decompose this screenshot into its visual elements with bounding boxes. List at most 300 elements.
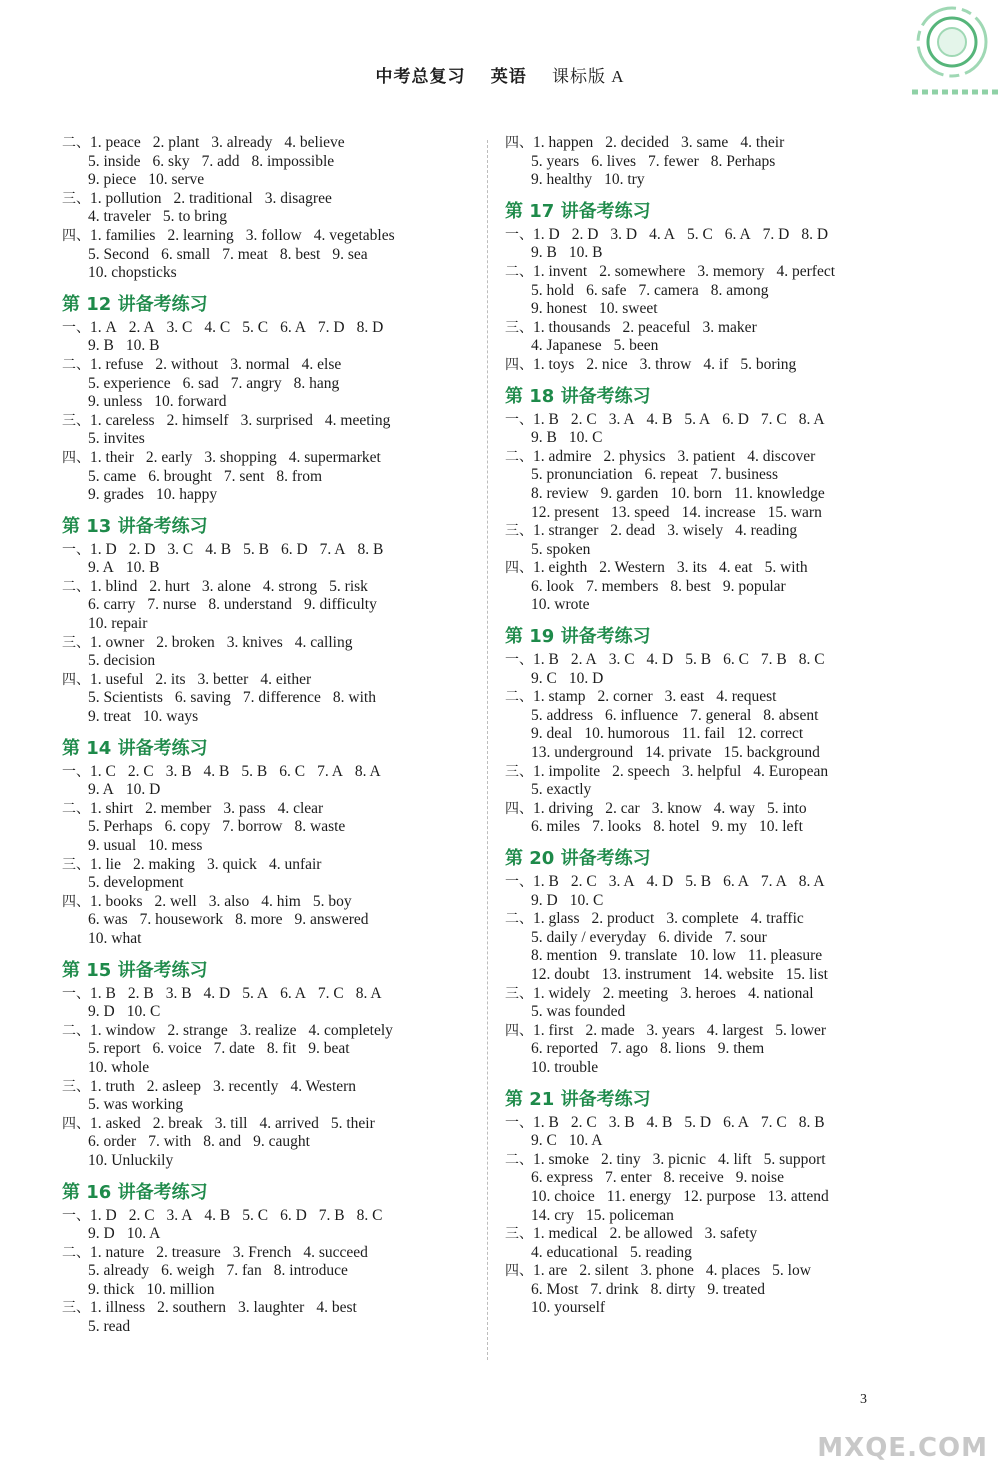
answer-row	[62, 468, 492, 487]
answer-row	[505, 670, 935, 689]
answer-item: 4. unfair	[268, 855, 322, 873]
answer-item: 3. realize	[239, 1021, 297, 1039]
answer-item: 11. knowledge	[734, 484, 825, 502]
answer-item: 2. D	[571, 225, 599, 243]
answer-item: 6. A	[280, 318, 306, 336]
answer-item: 15. warn	[767, 503, 822, 521]
answer-item: 5. C	[686, 225, 713, 243]
answer-item: 1. first	[533, 1021, 574, 1039]
answer-row	[505, 282, 935, 301]
answer-row	[62, 1059, 492, 1078]
answer-item: 10. yourself	[531, 1299, 606, 1317]
part-label: 三、	[62, 412, 90, 429]
answer-row	[62, 264, 492, 283]
answer-item: 5. B	[685, 873, 712, 890]
answer-item: 7. members	[586, 577, 659, 595]
answer-item: 1. refuse	[90, 355, 144, 373]
answer-item: 3. till	[214, 1114, 248, 1132]
answer-item: 1. D	[533, 225, 560, 243]
answer-row	[62, 837, 492, 856]
answer-row	[505, 596, 935, 615]
answer-row	[62, 153, 492, 172]
answer-row	[505, 744, 935, 763]
answer-item: 6. A	[724, 225, 751, 243]
part-label: 二、	[62, 135, 90, 151]
answer-item: 2. tiny	[600, 1150, 641, 1168]
answer-item: 10. repair	[88, 615, 148, 633]
answer-item: 2. A	[570, 651, 597, 669]
answer-item: 7. D	[317, 318, 345, 336]
answer-item: 2. learning	[167, 226, 234, 244]
answer-row	[62, 781, 492, 800]
answer-item: 10. low	[689, 947, 736, 965]
answer-item: 4. places	[705, 1262, 761, 1280]
answer-row	[505, 1299, 935, 1318]
answer-item: 5. was founded	[531, 1003, 626, 1021]
answer-item: 9. B	[88, 337, 114, 355]
answer-item: 4. else	[301, 355, 342, 373]
answer-item: 3. complete	[666, 910, 739, 928]
answer-item: 8. introduce	[273, 1262, 348, 1280]
answer-item: 8. D	[356, 318, 384, 336]
answer-item: 6. Most	[531, 1280, 579, 1298]
answer-item: 5. spoken	[531, 540, 591, 558]
answer-row	[505, 337, 935, 356]
answer-item: 5. risk	[329, 577, 368, 595]
right-column	[505, 134, 935, 1318]
answer-row	[505, 781, 935, 800]
answer-item: 1. driving	[533, 799, 594, 817]
answer-item: 9. popular	[722, 577, 786, 595]
answer-item: 2. car	[605, 799, 640, 817]
answer-item: 4. lift	[717, 1150, 752, 1168]
answer-row	[505, 244, 935, 263]
answer-item: 7. fewer	[647, 152, 699, 170]
answer-item: 1. nature	[90, 1243, 145, 1261]
answer-item: 1. happen	[533, 134, 594, 151]
answer-item: 8. Perhaps	[710, 152, 776, 170]
answer-row	[62, 893, 492, 912]
answer-item: 4. educational	[531, 1243, 618, 1261]
answer-item: 2. C	[570, 873, 597, 890]
part-label: 一、	[505, 874, 533, 890]
answer-item: 7. A	[760, 873, 787, 890]
answer-item: 3. alone	[201, 577, 251, 595]
answer-row	[62, 1078, 492, 1097]
section-title: 第 13 讲备考练习	[62, 515, 208, 537]
answer-item: 2. B	[127, 984, 154, 1002]
answer-item: 3. patient	[677, 447, 736, 465]
answer-item: 5. development	[88, 874, 184, 892]
answer-row	[62, 1115, 492, 1134]
answer-item: 5. A	[242, 984, 269, 1002]
answer-item: 5. was working	[88, 1096, 184, 1114]
answer-item: 9. them	[717, 1040, 765, 1058]
part-label: 四、	[62, 227, 90, 244]
answer-item: 8. among	[710, 281, 769, 299]
answer-item: 9. difficulty	[303, 596, 377, 614]
answer-item: 1. their	[90, 448, 134, 466]
answer-item: 7. C	[317, 984, 344, 1002]
answer-item: 10. million	[146, 1280, 215, 1298]
answer-item: 14. increase	[681, 503, 756, 521]
answer-item: 5. address	[531, 706, 593, 724]
answer-item: 10. humorous	[584, 725, 670, 743]
answer-item: 9. treat	[88, 708, 132, 726]
answer-row	[62, 578, 492, 597]
answer-item: 3. C	[167, 540, 194, 558]
part-label: 四、	[505, 135, 533, 151]
answer-item: 14. private	[645, 744, 712, 762]
answer-row	[505, 559, 935, 578]
answer-item: 5. C	[242, 1206, 269, 1224]
answer-row	[62, 375, 492, 394]
answer-item: 5. Perhaps	[88, 818, 153, 836]
answer-item: 3. also	[208, 892, 250, 910]
answer-item: 3. already	[211, 134, 273, 151]
answer-item: 5. exactly	[531, 781, 592, 799]
answer-item: 5. C	[242, 318, 269, 336]
answer-item: 3. C	[166, 318, 193, 336]
answer-row	[505, 1262, 935, 1281]
answer-row	[505, 707, 935, 726]
answer-item: 7. C	[760, 410, 787, 428]
answer-item: 2. silent	[579, 1262, 629, 1280]
part-label: 三、	[505, 763, 533, 780]
answer-item: 2. be allowed	[609, 1225, 693, 1243]
answer-item: 2. its	[155, 670, 186, 688]
answer-row	[62, 1003, 492, 1022]
answer-item: 1. B	[533, 651, 559, 669]
answer-item: 5. support	[763, 1150, 826, 1168]
answer-item: 1. blind	[90, 577, 138, 595]
part-label: 一、	[62, 985, 90, 1002]
answer-item: 15. list	[785, 965, 828, 983]
answer-item: 2. made	[585, 1021, 635, 1039]
answer-item: 10. serve	[148, 171, 205, 189]
answer-item: 2. Western	[599, 559, 665, 577]
answer-item: 9. beat	[308, 1040, 350, 1058]
answer-item: 8. absent	[763, 706, 819, 724]
answer-item: 9. honest	[531, 300, 587, 318]
answer-item: 4. Japanese	[531, 337, 602, 355]
answer-row	[505, 541, 935, 560]
answer-item: 8. and	[203, 1133, 242, 1151]
part-label: 一、	[62, 541, 90, 558]
answer-item: 2. decided	[605, 134, 669, 151]
answer-row	[505, 892, 935, 911]
answer-item: 8. waste	[294, 818, 346, 836]
answer-item: 2. traditional	[173, 189, 253, 207]
answer-item: 13. underground	[531, 744, 634, 762]
answer-item: 3. better	[197, 670, 249, 688]
answer-item: 10. C	[126, 1003, 161, 1021]
answer-item: 1. D	[90, 540, 117, 558]
answer-row	[62, 208, 492, 227]
answer-item: 1. impolite	[533, 762, 601, 780]
answer-item: 5. B	[685, 651, 712, 669]
part-label: 二、	[62, 1244, 90, 1261]
answer-item: 6. sky	[152, 152, 190, 170]
answer-row	[505, 485, 935, 504]
answer-row	[62, 930, 492, 949]
answer-item: 1. peace	[90, 134, 141, 151]
part-label: 一、	[505, 411, 533, 428]
answer-item: 7. with	[148, 1133, 192, 1151]
answer-item: 3. years	[646, 1021, 695, 1039]
answer-item: 7. B	[760, 651, 787, 669]
answer-item: 5. hold	[531, 281, 575, 299]
answer-item: 8. best	[670, 577, 711, 595]
answer-item: 4. request	[716, 688, 777, 706]
answer-item: 5. into	[766, 799, 807, 817]
answer-item: 2. break	[152, 1114, 203, 1132]
answer-row	[505, 1281, 935, 1300]
answer-row	[505, 1022, 935, 1041]
answer-item: 10. B	[568, 244, 603, 262]
answer-item: 10. ways	[143, 708, 199, 726]
answer-item: 2. strange	[167, 1021, 228, 1039]
answer-item: 8. with	[332, 689, 376, 707]
part-label: 一、	[62, 319, 90, 336]
part-label: 四、	[505, 356, 533, 373]
answer-item: 5. already	[88, 1262, 150, 1280]
answer-item: 6. lives	[591, 152, 636, 170]
answer-item: 4. supermarket	[288, 448, 381, 466]
answer-row	[62, 227, 492, 246]
answer-row	[505, 411, 935, 430]
answer-item: 4. national	[748, 984, 814, 1002]
answer-item: 7. ago	[610, 1040, 649, 1058]
part-label: 三、	[505, 1226, 533, 1243]
answer-row	[505, 466, 935, 485]
answer-item: 2. C	[128, 1206, 155, 1224]
answer-item: 4. discover	[747, 447, 816, 465]
answer-item: 3. helpful	[681, 762, 742, 780]
answer-item: 4. B	[646, 410, 673, 428]
answer-item: 7. angry	[230, 374, 282, 392]
answer-item: 5. experience	[88, 374, 171, 392]
answer-item: 9. A	[88, 781, 114, 799]
answer-row	[62, 1152, 492, 1171]
answer-row	[62, 1096, 492, 1115]
answer-row	[62, 1262, 492, 1281]
answer-item: 4. meeting	[324, 411, 391, 429]
answer-row	[62, 708, 492, 727]
part-label: 二、	[505, 911, 533, 928]
section-title: 第 15 讲备考练习	[62, 959, 208, 981]
answer-item: 6. A	[723, 873, 749, 890]
answer-item: 1. B	[90, 984, 116, 1002]
answer-item: 4. vegetables	[313, 226, 395, 244]
answer-item: 7. enter	[605, 1169, 652, 1187]
answer-item: 10. B	[125, 337, 160, 355]
answer-item: 3. east	[664, 688, 705, 706]
answer-item: 3. heroes	[680, 984, 737, 1002]
answer-item: 1. toys	[533, 355, 575, 373]
answer-item: 3. wisely	[667, 522, 724, 540]
answer-item: 7. sour	[724, 928, 767, 946]
answer-row	[62, 1281, 492, 1300]
answer-item: 6. miles	[531, 818, 581, 836]
answer-item: 10. left	[759, 818, 803, 836]
answer-item: 7. nurse	[147, 596, 197, 614]
answer-item: 8. lions	[660, 1040, 706, 1058]
answer-row	[62, 246, 492, 265]
answer-row	[62, 1225, 492, 1244]
answer-item: 4. reading	[735, 522, 798, 540]
part-label: 三、	[62, 1300, 90, 1317]
answer-item: 2. D	[128, 540, 156, 558]
answer-row	[505, 910, 935, 929]
answer-item: 2. well	[154, 892, 197, 910]
answer-item: 9. D	[88, 1003, 115, 1021]
answer-item: 7. looks	[592, 818, 642, 836]
answer-item: 7. business	[709, 466, 778, 484]
answer-item: 2. himself	[166, 411, 229, 429]
answer-row	[62, 615, 492, 634]
answer-item: 8. impossible	[251, 152, 335, 170]
answer-item: 6. order	[88, 1133, 137, 1151]
part-label: 三、	[62, 856, 90, 873]
answer-item: 1. smoke	[533, 1150, 589, 1168]
answer-item: 9. C	[531, 1132, 557, 1150]
answer-row	[505, 873, 935, 892]
answer-item: 3. its	[676, 559, 708, 577]
part-label: 四、	[62, 893, 90, 910]
answer-item: 9. thick	[88, 1280, 135, 1298]
answer-item: 7. A	[317, 762, 343, 780]
answer-item: 14. cry	[531, 1206, 575, 1224]
answer-item: 5. read	[88, 1318, 131, 1336]
answer-row	[505, 1169, 935, 1188]
answer-row	[62, 1040, 492, 1059]
answer-item: 9. noise	[735, 1169, 784, 1187]
answer-row	[505, 429, 935, 448]
answer-row	[505, 153, 935, 172]
answer-item: 10. A	[568, 1132, 603, 1150]
answer-item: 6. was	[88, 911, 128, 929]
answer-item: 8. B	[357, 540, 384, 558]
answer-item: 7. camera	[638, 281, 699, 299]
answer-item: 8. dirty	[650, 1280, 696, 1298]
answer-item: 1. B	[533, 873, 559, 890]
answer-item: 9. healthy	[531, 171, 593, 189]
answer-row	[62, 430, 492, 449]
answer-item: 10. C	[569, 891, 604, 909]
answer-row	[62, 1207, 492, 1226]
answer-item: 2. without	[155, 355, 219, 373]
part-label: 四、	[62, 449, 90, 466]
answer-item: 1. eighth	[533, 559, 588, 577]
answer-row	[62, 911, 492, 930]
answer-row	[505, 1151, 935, 1170]
answer-row	[62, 486, 492, 505]
answer-item: 13. speed	[611, 503, 670, 521]
answer-item: 9. translate	[609, 947, 678, 965]
answer-item: 7. difference	[242, 689, 321, 707]
answer-item: 4. B	[203, 762, 230, 780]
answer-item: 9. D	[88, 1225, 115, 1243]
answer-row	[62, 1244, 492, 1263]
answer-item: 5. B	[243, 540, 269, 558]
answer-item: 9. grades	[88, 486, 144, 504]
answer-item: 1. admire	[533, 447, 592, 465]
part-label: 一、	[505, 1114, 533, 1131]
answer-item: 9. C	[531, 669, 557, 687]
answer-item: 5. decision	[88, 652, 156, 670]
answer-row	[62, 337, 492, 356]
answer-item: 3. phone	[640, 1262, 694, 1280]
answer-item: 3. D	[610, 225, 638, 243]
part-label: 二、	[505, 689, 533, 706]
answer-item: 1. D	[90, 1206, 117, 1224]
answer-item: 9. B	[531, 429, 557, 447]
answer-row	[505, 226, 935, 245]
answer-item: 11. energy	[606, 1187, 672, 1205]
answer-item: 6. C	[723, 651, 749, 669]
answer-item: 1. glass	[533, 910, 580, 928]
answer-item: 4. largest	[706, 1021, 764, 1039]
answer-item: 4. D	[646, 873, 674, 890]
answer-row	[505, 763, 935, 782]
answer-item: 7. housework	[139, 911, 224, 929]
part-label: 二、	[62, 1022, 90, 1039]
answer-item: 4. completely	[308, 1021, 393, 1039]
answer-item: 8. fit	[266, 1040, 297, 1058]
answer-item: 6. sad	[182, 374, 219, 392]
answer-item: 2. physics	[603, 447, 666, 465]
answer-item: 15. background	[723, 744, 820, 762]
answer-item: 8. best	[279, 245, 321, 263]
answer-item: 4. traveler	[88, 208, 151, 226]
answer-item: 9. sea	[332, 245, 368, 263]
answer-row	[505, 1188, 935, 1207]
answer-item: 3. throw	[639, 355, 692, 373]
answer-item: 2. A	[128, 318, 155, 336]
answer-item: 9. piece	[88, 171, 137, 189]
part-label: 二、	[505, 263, 533, 280]
answer-item: 1. illness	[90, 1299, 146, 1317]
answer-row	[505, 171, 935, 190]
answer-item: 3. follow	[245, 226, 302, 244]
answer-row	[505, 1244, 935, 1263]
answer-row	[505, 966, 935, 985]
answer-item: 2. corner	[597, 688, 653, 706]
answer-item: 7. sent	[223, 467, 265, 485]
answer-item: 10. forward	[154, 393, 227, 411]
answer-item: 15. policeman	[586, 1206, 674, 1224]
answer-item: 4. B	[204, 1206, 231, 1224]
answer-item: 5. their	[330, 1114, 375, 1132]
answer-row	[505, 1225, 935, 1244]
answer-item: 10. A	[126, 1225, 161, 1243]
answer-item: 7. date	[213, 1040, 255, 1058]
part-label: 二、	[62, 356, 90, 373]
answer-item: 1. C	[90, 762, 116, 780]
answer-item: 6. look	[531, 577, 575, 595]
answer-row	[505, 300, 935, 319]
answer-row	[62, 190, 492, 209]
answer-item: 4. perfect	[776, 262, 836, 280]
answer-item: 6. voice	[152, 1040, 202, 1058]
answer-item: 5. invites	[88, 430, 145, 448]
answer-item: 5. daily / everyday	[531, 928, 647, 946]
answer-item: 5. pronunciation	[531, 466, 633, 484]
answer-item: 12. doubt	[531, 965, 590, 983]
answer-item: 4. way	[713, 799, 755, 817]
answer-item: 7. D	[762, 225, 790, 243]
